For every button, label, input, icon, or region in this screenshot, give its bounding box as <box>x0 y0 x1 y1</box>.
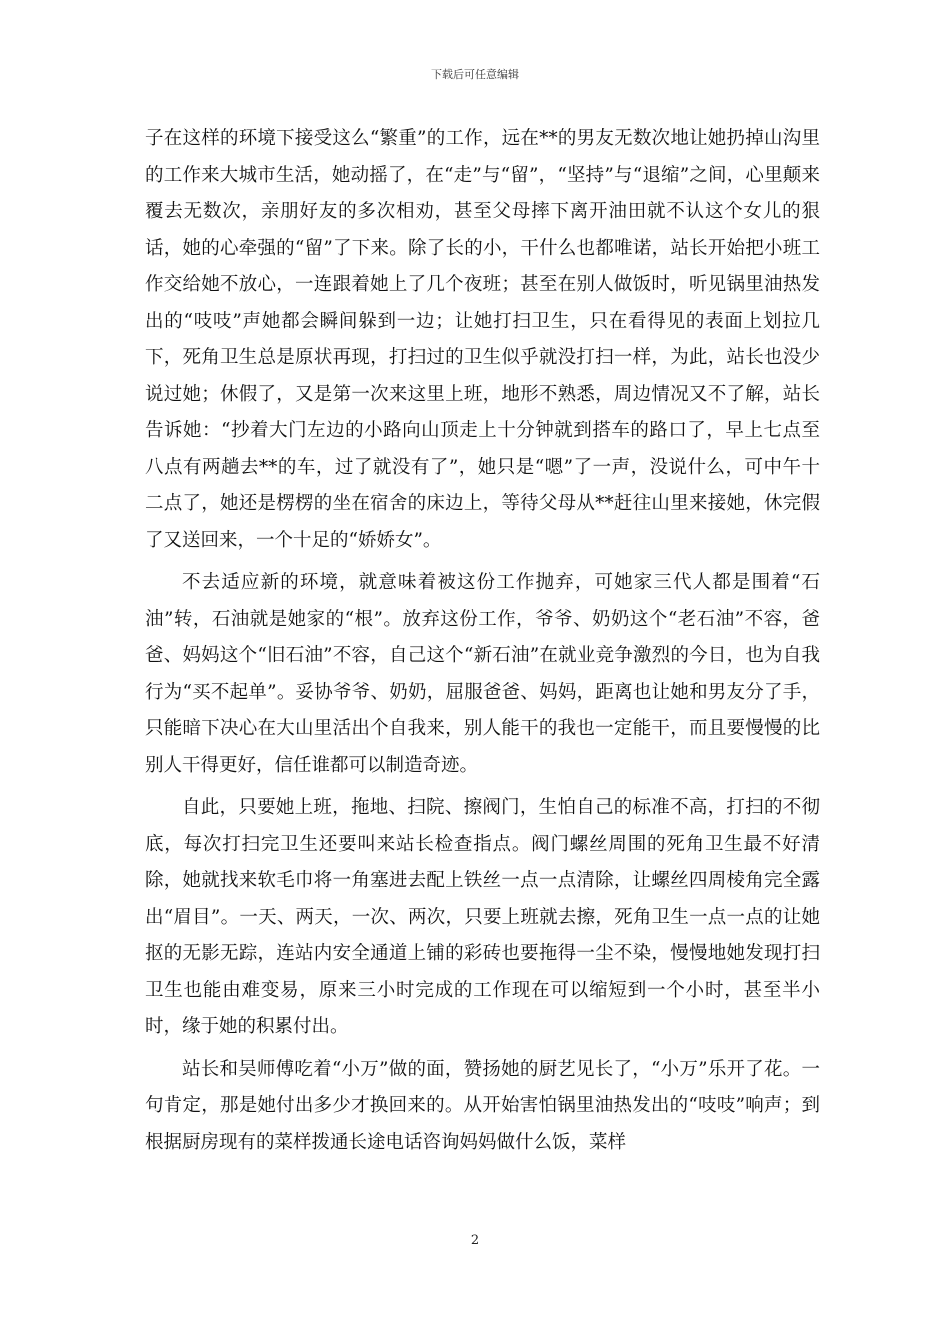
paragraph-3: 自此，只要她上班，拖地、扫院、擦阀门，生怕自己的标准不高，打扫的不彻底，每次打扫完卫生还要叫来站长检查指点。阀门螺丝周围的死角卫生最不好清除，她就找来软毛巾将一角塞进去配上铁丝一点一点清除，让螺丝四周棱角完全露出“眉目”。一天、两天，一次、两次，只要上班就去擦，死角卫生一点一点的让她抠的无影无踪，连站内安全通道上铺的彩砖也要拖得一尘不染，慢慢地她发现打扫卫生也能由难变易，原来三小时完成的工作现在可以缩短到一个小时，甚至半小时，缘于她的积累付出。 <box>145 797 820 1037</box>
page-header: 下载后可任意编辑 <box>431 68 519 81</box>
paragraph-4: 站长和吴师傅吃着“小万”做的面，赞扬她的厨艺见长了，“小万”乐开了花。一句肯定，那是她付出多少才换回来的。从开始害怕锅里油热发出的“吱吱”响声；到根据厨房现有的菜样拨通长途电话咨询妈妈做什么饭，菜样 <box>145 1058 820 1153</box>
paragraph-2: 不去适应新的环境，就意味着被这份工作抛弃，可她家三代人都是围着“石油”转，石油就是她家的“根”。放弃这份工作，爷爷、奶奶这个“老石油”不容，爸爸、妈妈这个“旧石油”不容，自己这个“新石油”在就业竞争激烈的今日，也为自我行为“买不起单”。妥协爷爷、奶奶，屈服爸爸、妈妈，距离也让她和男友分了手，只能暗下决心在大山里活出个自我来，别人能干的我也一定能干，而且要慢慢的比别人干得更好，信任谁都可以制造奇迹。 <box>145 572 820 776</box>
page-number: 2 <box>470 1233 480 1248</box>
document-body <box>145 121 820 1167</box>
paragraph-1: 子在这样的环境下接受这么“繁重”的工作，远在**的男友无数次地让她扔掉山沟里的工作来大城市生活，她动摇了，在“走”与“留”，“坚持”与“退缩”之间，心里颠来覆去无数次，亲朋好友的多次相劝，甚至父母摔下离开油田就不认这个女儿的狠话，她的心牵强的“留”了下来。除了长的小，干什么也都唯诺，站长开始把小班工作交给她不放心，一连跟着她上了几个夜班；甚至在别人做饭时，听见锅里油热发出的“吱吱”声她都会瞬间躲到一边；让她打扫卫生，只在看得见的表面上划拉几下，死角卫生总是原状再现，打扫过的卫生似乎就没打扫一样，为此，站长也没少说过她；休假了，又是第一次来这里上班，地形不熟悉，周边情况又不了解，站长告诉她：“抄着大门左边的小路向山顶走上十分钟就到搭车的路口了，早上七点至八点有两趟去**的车，过了就没有了”，她只是“嗯”了一声，没说什么，可中午十二点了，她还是楞楞的坐在宿舍的床边上，等待父母从**赶往山里来接她，休完假了又送回来，一个十足的“娇娇女”。 <box>145 128 820 551</box>
